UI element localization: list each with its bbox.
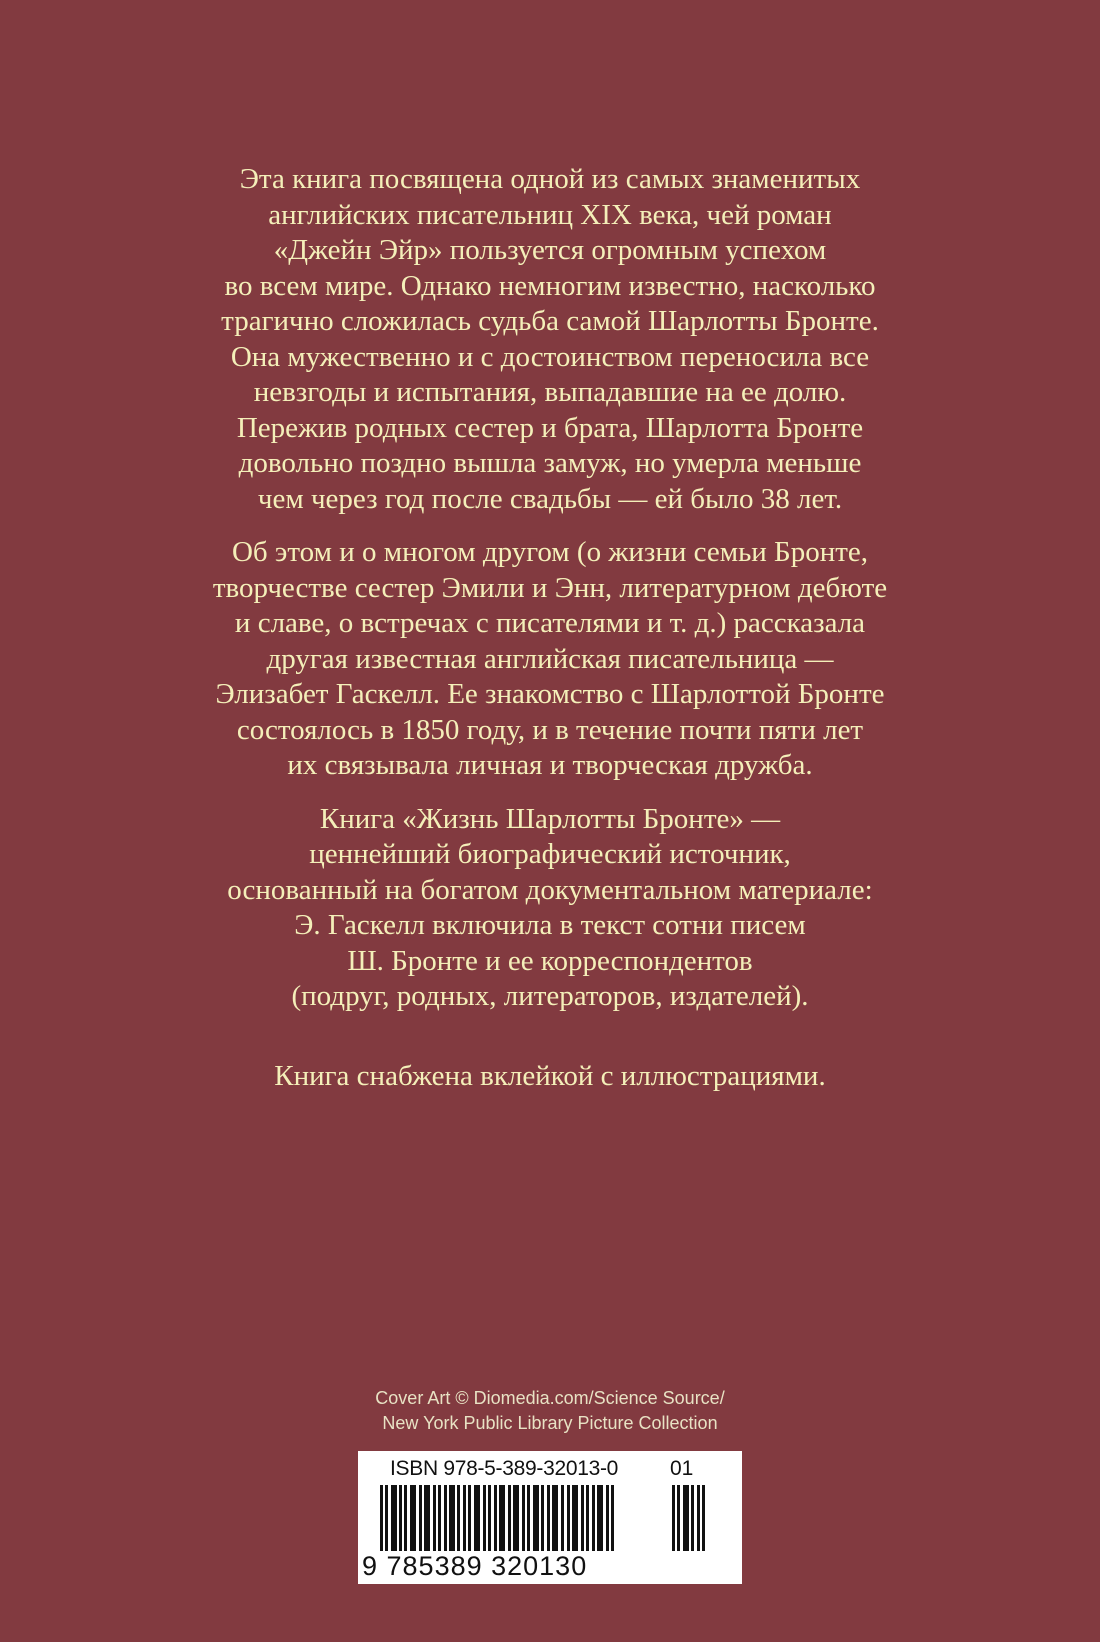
- blurb-line: Пережив родных сестер и брата, Шарлотта Бронте: [236, 411, 864, 444]
- barcode-bars: [380, 1485, 664, 1551]
- blurb-paragraph-1: [0, 162, 1100, 517]
- blurb-line: основанный на богатом документальном материале:: [227, 873, 873, 906]
- blurb-line: во всем мире. Однако немногим известно, насколько: [224, 269, 876, 302]
- blurb-line: Книга «Жизнь Шарлотты Бронте» —: [319, 802, 781, 835]
- blurb-paragraph-2: [0, 535, 1100, 784]
- blurb-line: Элизабет Гаскелл. Ее знакомство с Шарлоттой Бронте: [215, 678, 885, 710]
- isbn-number: ISBN 978-5-389-32013-0: [390, 1457, 619, 1480]
- isbn-barcode: [358, 1451, 742, 1584]
- blurb-line: Э. Гаскелл включила в текст сотни писем: [294, 909, 806, 941]
- blurb-line: английских писательниц XIX века, чей роман: [268, 198, 832, 231]
- blurb-line: трагично сложилась судьба самой Шарлотты Бронте.: [221, 305, 879, 337]
- cover-art-credit: [0, 1386, 1100, 1436]
- blurb-line: Книга снабжена вклейкой с иллюстрациями.: [274, 1059, 826, 1092]
- barcode-addon-number: 01: [670, 1457, 694, 1480]
- back-cover-blurb: [0, 162, 1100, 1112]
- credit-line-2: New York Public Library Picture Collection: [382, 1413, 718, 1433]
- blurb-line: невзгоды и испытания, выпадавшие на ее долю.: [253, 376, 847, 408]
- blurb-line: состоялось в 1850 году, и в течение почти пяти лет: [236, 713, 864, 746]
- barcode-addon-bars: [672, 1485, 722, 1551]
- blurb-line: довольно поздно вышла замуж, но умерла меньше: [238, 447, 862, 479]
- blurb-line: «Джейн Эйр» пользуется огромным успехом: [273, 234, 827, 266]
- blurb-line: Она мужественно и с достоинством переносила все: [230, 340, 870, 373]
- blurb-paragraph-3: [0, 802, 1100, 1015]
- credit-line-1: Cover Art © Diomedia.com/Science Source/: [375, 1388, 725, 1408]
- blurb-line: Ш. Бронте и ее корреспондентов: [347, 944, 753, 977]
- blurb-line: другая известная английская писательница —: [266, 642, 834, 675]
- blurb-line: чем через год после свадьбы — ей было 38 лет.: [257, 482, 843, 515]
- barcode-digits: 9 785389 320130: [362, 1551, 588, 1581]
- blurb-line: Об этом и о многом другом (о жизни семьи Бронте,: [231, 536, 869, 568]
- blurb-paragraph-4: [0, 1059, 1100, 1095]
- blurb-line: ценнейший биографический источник,: [309, 838, 791, 870]
- blurb-line: и славе, о встречах с писателями и т. д.) рассказала: [234, 607, 866, 639]
- blurb-line: творчестве сестер Эмили и Энн, литературном дебюте: [212, 571, 888, 604]
- blurb-line: (подруг, родных, литераторов, издателей).: [291, 980, 809, 1012]
- blurb-line: Эта книга посвящена одной из самых знаменитых: [239, 163, 861, 195]
- blurb-line: их связывала личная и творческая дружба.: [287, 749, 813, 781]
